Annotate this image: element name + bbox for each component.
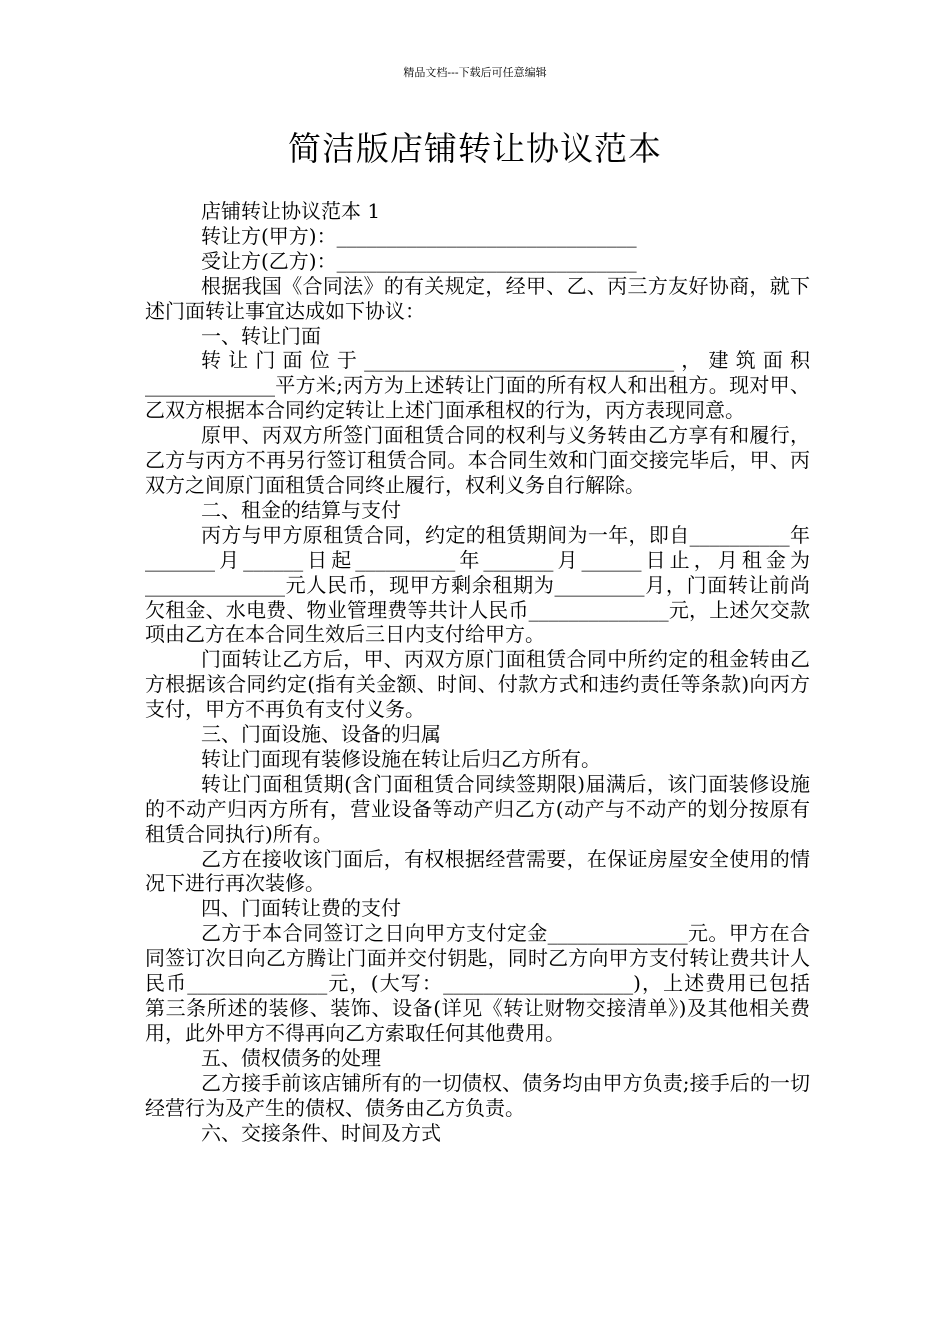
header-note: 精品文档---下载后可任意编辑 (403, 66, 547, 79)
section-heading: 四、门面转让费的支付 (201, 896, 401, 921)
body-paragraph: 门面转让乙方后，甲、丙双方原门面租赁合同中所约定的租金转由乙方根据该合同约定(指有关金额、时间、付款方式和违约责任等条款)向丙方支付，甲方不再负有支付义务。 (145, 647, 810, 722)
body-paragraph: 乙方接手前该店铺所有的一切债权、债务均由甲方负责;接手后的一切经营行为及产生的债权、债务由乙方负责。 (145, 1070, 810, 1120)
section-heading: 五、债权债务的处理 (201, 1045, 381, 1070)
section-heading: 六、交接条件、时间及方式 (201, 1120, 441, 1145)
body-line: 转让方(甲方)：______________________________ (201, 223, 637, 248)
body-line: 转让门面现有装修设施在转让后归乙方所有。 (201, 746, 601, 771)
body-paragraph: 乙方在接收该门面后，有权根据经营需要，在保证房屋安全使用的情况下进行再次装修。 (145, 846, 810, 896)
section-heading: 一、转让门面 (201, 323, 321, 348)
section-heading: 二、租金的结算与支付 (201, 497, 401, 522)
document-body (145, 199, 810, 1145)
body-paragraph: 转让门面租赁期(含门面租赁合同续签期限)届满后，该门面装修设施的不动产归丙方所有，营业设备等动产归乙方(动产与不动产的划分按原有租赁合同执行)所有。 (145, 771, 810, 846)
body-paragraph: 丙方与甲方原租赁合同，约定的租赁期间为一年，即自__________年_______月______日起__________年_______月______日止，月租金为______________元人民币，现甲方剩余租期为_________月，门面转让前尚欠租金、水电费、物业管理费等共计人民币______________元，上述欠交款项由乙方在本合同生效后三日内支付给甲方。 (145, 522, 810, 647)
document-title: 简洁版店铺转让协议范本 (288, 129, 662, 168)
section-heading: 三、门面设施、设备的归属 (201, 722, 441, 747)
body-paragraph: 原甲、丙双方所签门面租赁合同的权利与义务转由乙方享有和履行，乙方与丙方不再另行签订租赁合同。本合同生效和门面交接完毕后，甲、丙双方之间原门面租赁合同终止履行，权利义务自行解除。 (145, 423, 810, 497)
body-line: 店铺转让协议范本 1 (201, 199, 381, 223)
body-paragraph: 乙方于本合同签订之日向甲方支付定金______________元。甲方在合同签订次日向乙方腾让门面并交付钥匙，同时乙方向甲方支付转让费共计人民币______________元，(大写：___________________)，上述费用已包括第三条所述的装修、装饰、设备(详见《转让财物交接清单》)及其他相关费用，此外甲方不得再向乙方索取任何其他费用。 (145, 921, 810, 1045)
body-paragraph: 转让门面位于_______________________________，建筑面积_____________平方米;丙方为上述转让门面的所有权人和出租方。现对甲、乙双方根据本合同约定转让上述门面承租权的行为，丙方表现同意。 (145, 348, 810, 423)
body-paragraph: 根据我国《合同法》的有关规定，经甲、乙、丙三方友好协商，就下述门面转让事宜达成如下协议： (145, 273, 810, 323)
body-line: 受让方(乙方)：______________________________ (201, 248, 637, 273)
